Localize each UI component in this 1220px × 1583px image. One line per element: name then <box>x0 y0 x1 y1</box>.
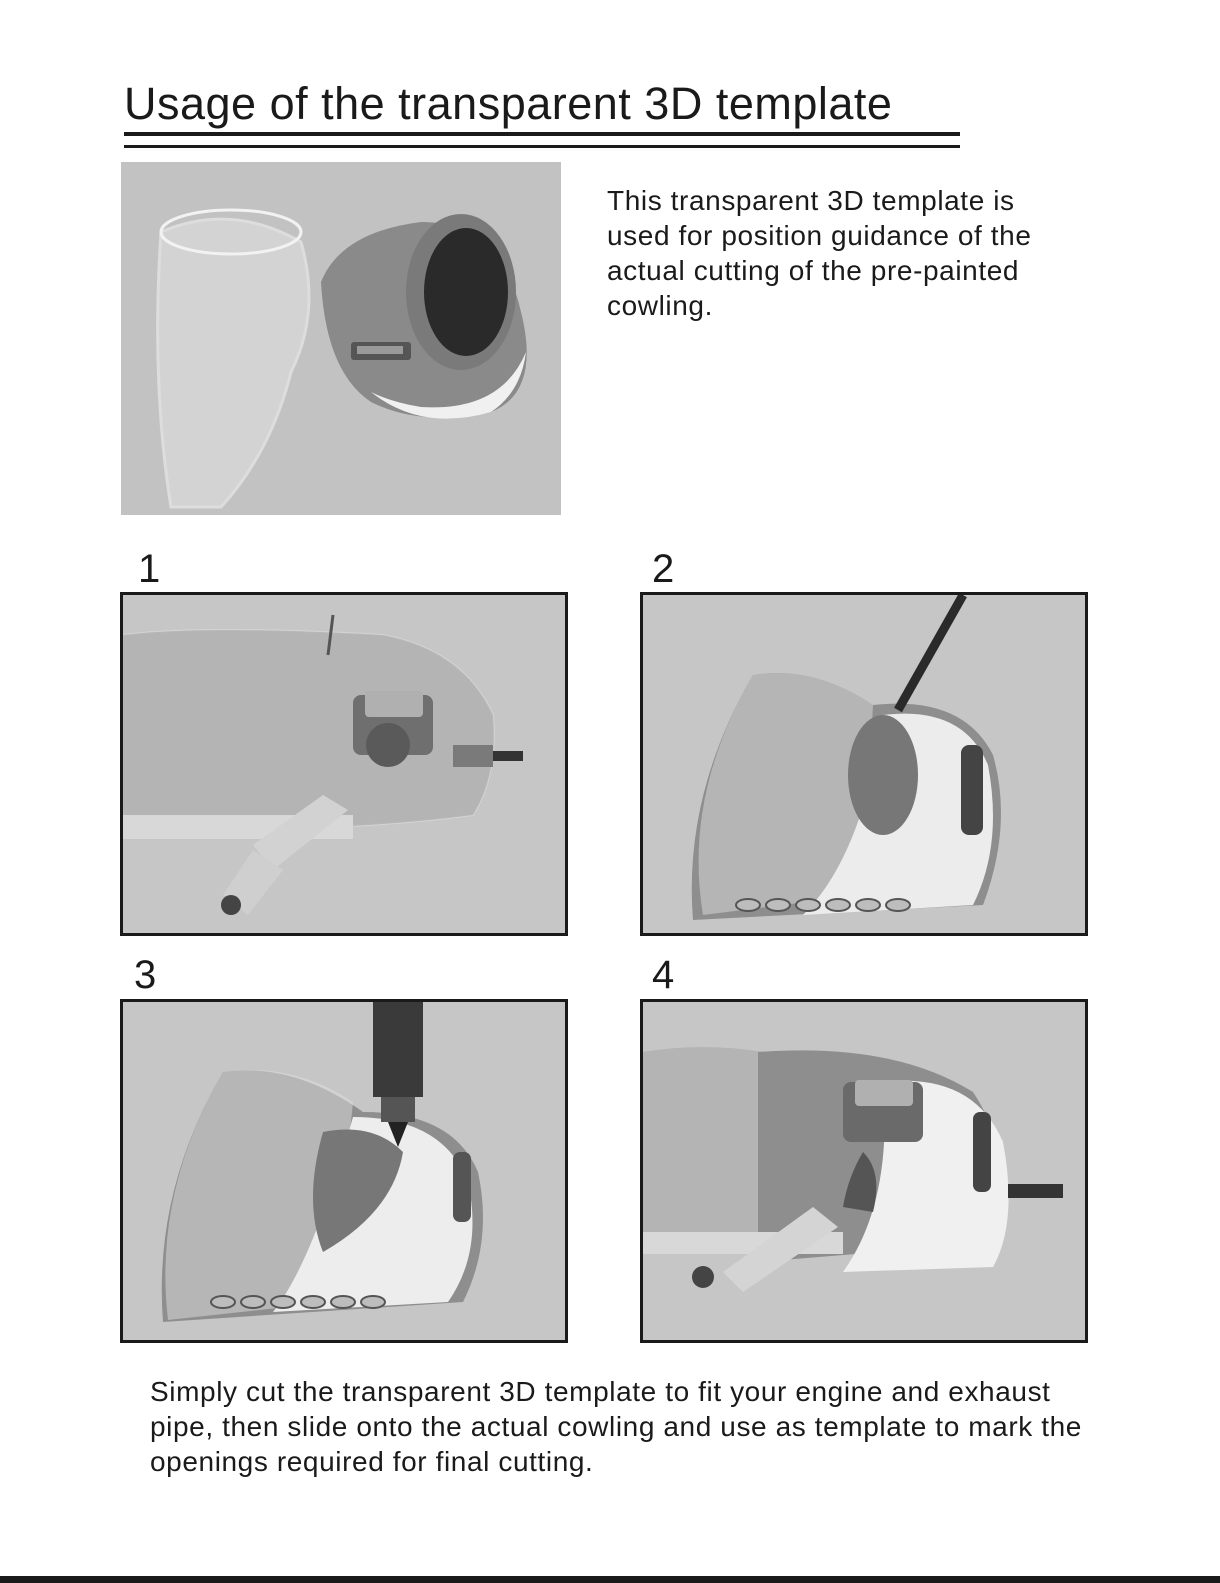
step-2-number: 2 <box>652 547 675 591</box>
step-3-number: 3 <box>134 953 157 997</box>
step-1-number: 1 <box>138 547 161 591</box>
step-2-photo <box>640 592 1088 936</box>
page-bottom-border <box>0 1576 1220 1583</box>
intro-text: This transparent 3D template is used for position guidance of the actual cutting of the pre-painted cowling. <box>607 185 1032 321</box>
title-underline-thin <box>124 145 960 148</box>
step-4-number: 4 <box>652 953 675 997</box>
step-3-photo <box>120 999 568 1343</box>
step-1-photo <box>120 592 568 936</box>
intro-photo <box>121 162 561 515</box>
step-4-photo <box>640 999 1088 1343</box>
page-title: Usage of the transparent 3D template <box>124 78 893 129</box>
title-underline-thick <box>124 132 960 136</box>
instructions-text: Simply cut the transparent 3D template to fit your engine and exhaust pipe, then slide onto the actual cowling and use as template to mark the openings required for final cutting. <box>150 1376 1082 1477</box>
